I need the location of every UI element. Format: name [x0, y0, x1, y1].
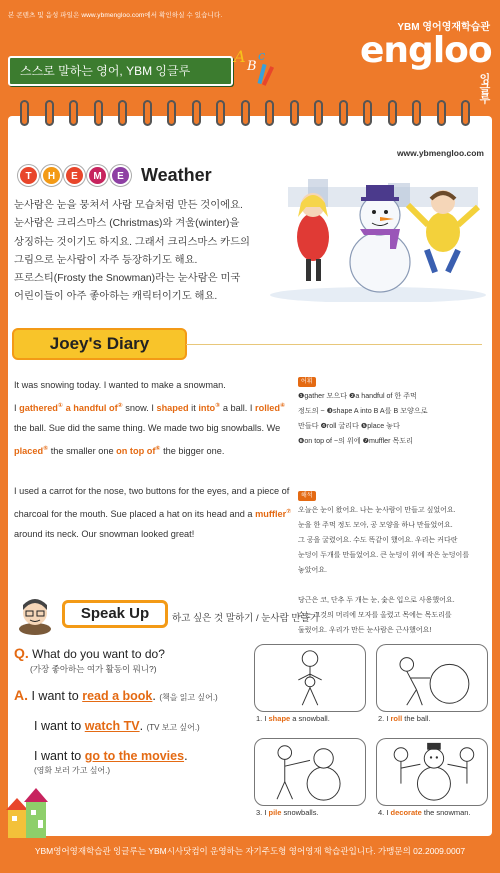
intro-line: 그림으로 눈사람이 자주 등장하기도 해요.	[14, 254, 198, 266]
answer-mark: A.	[14, 687, 28, 703]
binder-ring	[167, 100, 176, 126]
svg-text:B: B	[247, 59, 257, 74]
step-2-caption	[378, 714, 431, 723]
qa-section	[14, 645, 259, 776]
diary-text-span: around its neck. Our snowman looked great!	[14, 529, 195, 540]
vocab-highlight: placed	[14, 445, 44, 456]
vocab-number: ⑤	[43, 445, 49, 452]
binder-ring	[290, 100, 299, 126]
vocab-highlight: shaped	[156, 402, 189, 413]
diary-paragraph-1: It was snowing today. I wanted to make a snowman. I gathered① a handful of② snow. I shaped it into③ a ball. I rolled④ the ball. Sue did the same thing. We made two big snowballs. We placed⑤ the smaller one on top of⑥ the bigger one.	[14, 380, 286, 456]
binder-ring	[192, 100, 201, 126]
intro-line: 프로스티(Frosty the Snowman)라는 눈사람은 미국	[14, 273, 241, 285]
vocab-line: ❻on top of ~의 위에 ❼muffler 목도리	[298, 437, 414, 445]
translation-line: 수는 그것의 머리에 모자를 올렸고 목에는 목도리를	[298, 612, 452, 619]
answer-highlight: read a book	[82, 689, 153, 703]
footer-text: YBM영어영재학습관 잉글루는 YBM시사닷컴이 운영하는 자기주도형 영어영재 학습관입니다. 가맹문의 02.2009.0007	[34, 846, 466, 856]
vocab-number: ⑥	[155, 445, 161, 452]
theme-intro	[14, 197, 276, 307]
theme-letter-m: M	[87, 165, 108, 186]
question	[14, 645, 259, 661]
binder-ring	[69, 100, 78, 126]
caption-highlight: shape	[268, 714, 291, 723]
binder-rings	[20, 100, 480, 128]
question-translation: (가장 좋아하는 여가 활동이 뭐니?)	[30, 664, 157, 674]
binder-ring	[94, 100, 103, 126]
binder-ring	[339, 100, 348, 126]
binder-ring	[20, 100, 29, 126]
vocab-tag: 어휘	[298, 377, 316, 387]
snowman-steps-panels	[254, 644, 488, 824]
answer-pre: I want to	[34, 719, 85, 733]
vocab-number: ⑦	[286, 508, 292, 515]
translation-line: 눈을 한 주먹 정도 모아, 공 모양을 하나 만들었어요.	[298, 522, 453, 529]
diary-text-span: I used a carrot for the nose, two buttons for the eyes, and a piece of charcoal for the mouth. Sue placed a hat on its head and a	[14, 486, 290, 519]
translation-line: 그 공을 굴렸어요. 수도 똑같이 했어요. 우리는 커다란	[298, 537, 458, 544]
answer-3	[34, 749, 259, 763]
theme-letter-t: T	[18, 165, 39, 186]
diary-title: Joey's Diary	[12, 328, 187, 360]
translation-line: 둘렀어요. 우리가 만든 눈사람은 근사했어요!	[298, 627, 432, 634]
vocab-highlight: on top of	[116, 445, 156, 456]
vocab-number: ③	[215, 402, 221, 409]
caption-pre: 1. I	[256, 714, 269, 723]
translation-line	[298, 578, 484, 593]
vocab-highlight: a handful of	[65, 402, 118, 413]
binder-ring	[216, 100, 225, 126]
answer-2	[34, 719, 259, 733]
slogan-banner: 스스로 말하는 영어, YBM 잉글루	[8, 56, 233, 86]
divider	[186, 344, 482, 345]
caption-post: the snowman.	[421, 808, 471, 817]
speak-up-title: Speak Up	[62, 600, 168, 628]
caption-pre: 2. I	[378, 714, 391, 723]
binder-ring	[363, 100, 372, 126]
brand-logo-text: engloo	[360, 30, 492, 71]
binder-ring	[241, 100, 250, 126]
step-1-illustration	[254, 644, 366, 712]
theme-letter-h: H	[41, 165, 62, 186]
step-4-illustration	[376, 738, 488, 806]
answer-note: (TV 보고 싶어.)	[146, 723, 200, 732]
binder-ring	[437, 100, 446, 126]
answer-note: (영화 보러 가고 싶어.)	[34, 766, 111, 775]
vocab-line: 만들다 ❹roll 굴리다 ❺place 놓다	[298, 422, 400, 430]
vocab-number: ④	[280, 402, 286, 409]
step-3-caption	[256, 808, 319, 817]
houses-decoration-icon	[4, 780, 52, 842]
binder-ring	[388, 100, 397, 126]
diary-text-span: the smaller one	[48, 445, 117, 456]
answer-post: .	[152, 689, 156, 703]
diary-text-span: snow. I	[122, 402, 157, 413]
question-text: What do you want to do?	[32, 647, 165, 661]
caption-pre: 3. I	[256, 808, 269, 817]
translation-line: 눈덩이 두개를 만들었어요. 큰 눈덩이 위에 작은 눈덩이를	[298, 552, 470, 559]
theme-letter-e: E	[64, 165, 85, 186]
intro-line: 어린이들이 아주 좋아하는 캐릭터이기도 해요.	[14, 291, 218, 303]
diary-paragraph-2	[14, 481, 294, 545]
binder-ring	[314, 100, 323, 126]
theme-header	[18, 163, 212, 187]
intro-line: 상징하는 것이기도 하지요. 그래서 크리스마스 카드의	[14, 236, 250, 248]
caption-highlight: decorate	[390, 808, 422, 817]
vocab-highlight: into	[198, 402, 216, 413]
caption-post: a snowball.	[290, 714, 330, 723]
binder-ring	[143, 100, 152, 126]
brand-block	[360, 18, 490, 105]
binder-ring	[45, 100, 54, 126]
svg-text:A: A	[234, 47, 246, 66]
vocab-number: ②	[117, 402, 123, 409]
vocab-number: ①	[57, 402, 64, 409]
teacher-avatar-icon	[14, 593, 56, 635]
vocab-line: 정도의 ~ ❸shape A into B A를 B 모양으로	[298, 407, 428, 415]
brand-logo-kr: 잉글루	[478, 73, 491, 103]
answer-pre: I want to	[34, 749, 85, 763]
caption-post: the ball.	[402, 714, 431, 723]
copyright-note: 본 콘텐츠 및 음성 파일은 www.ybmengloo.com에서 확인하실 수 있습니다.	[8, 12, 223, 19]
crayon-decoration-icon	[230, 40, 275, 90]
answer-pre: I want to	[31, 689, 83, 703]
speak-up-subtitle: 하고 싶은 것 말하기 / 눈사람 만들기	[172, 613, 319, 624]
caption-pre: 4. I	[378, 808, 391, 817]
vocab-highlight: rolled	[255, 402, 281, 413]
answer-note: (책을 읽고 싶어.)	[159, 693, 218, 702]
site-url[interactable]: www.ybmengloo.com	[396, 148, 484, 158]
answer-post: .	[139, 719, 144, 733]
binder-ring	[265, 100, 274, 126]
diary-text-span: the bigger one.	[160, 445, 225, 456]
vocab-box	[298, 374, 484, 449]
caption-highlight: pile	[268, 808, 282, 817]
translation-line: 놓았어요.	[298, 567, 327, 574]
snowman-scene-illustration	[268, 157, 488, 302]
answer-highlight: watch TV	[84, 719, 140, 733]
caption-highlight: roll	[390, 714, 403, 723]
intro-line: 눈사람은 눈을 뭉쳐서 사람 모습처럼 만든 것이에요.	[14, 200, 243, 211]
theme-title: Weather	[141, 164, 212, 185]
caption-post: snowballs.	[281, 808, 319, 817]
vocab-highlight: muffler	[255, 508, 287, 519]
answer-highlight: go to the movies	[84, 749, 185, 763]
diary-text-span: It was snowing today. I wanted to make a snowman.	[14, 380, 226, 390]
theme-letter-e2: E	[110, 165, 131, 186]
binder-ring	[412, 100, 421, 126]
step-2-illustration	[376, 644, 488, 712]
brand-logo[interactable]	[360, 30, 492, 105]
translation-box	[298, 488, 484, 638]
question-mark: Q.	[14, 645, 29, 661]
binder-ring	[461, 100, 470, 126]
diary-text-span: a ball. I	[220, 402, 255, 413]
translation-line: 오늘은 눈이 왔어요. 나는 눈사람이 만들고 싶었어요.	[298, 507, 456, 514]
step-3-illustration	[254, 738, 366, 806]
translation-line: 당근은 코, 단추 두 개는 눈, 숯은 입으로 사용했어요.	[298, 597, 455, 604]
diary-text	[14, 375, 294, 565]
vocab-line: ❶gather 모으다 ❷a handful of 한 주먹	[298, 392, 417, 400]
binder-ring	[118, 100, 127, 126]
step-1-caption	[256, 714, 330, 723]
brand-subtitle: YBM 영어영재학습관	[397, 22, 490, 33]
translation-tag: 해석	[298, 491, 316, 501]
answer-1	[14, 687, 259, 703]
vocab-highlight: gathered	[19, 402, 58, 413]
answer-post: .	[184, 749, 188, 763]
diary-text-span: the ball. Sue did the same thing. We made two big snowballs. We	[14, 423, 281, 434]
intro-line: 눈사람은 크리스마스 (Christmas)와 겨울(winter)을	[14, 218, 240, 230]
svg-text:c: c	[258, 49, 266, 64]
diary-text-span: it	[188, 402, 199, 413]
step-4-caption	[378, 808, 471, 817]
